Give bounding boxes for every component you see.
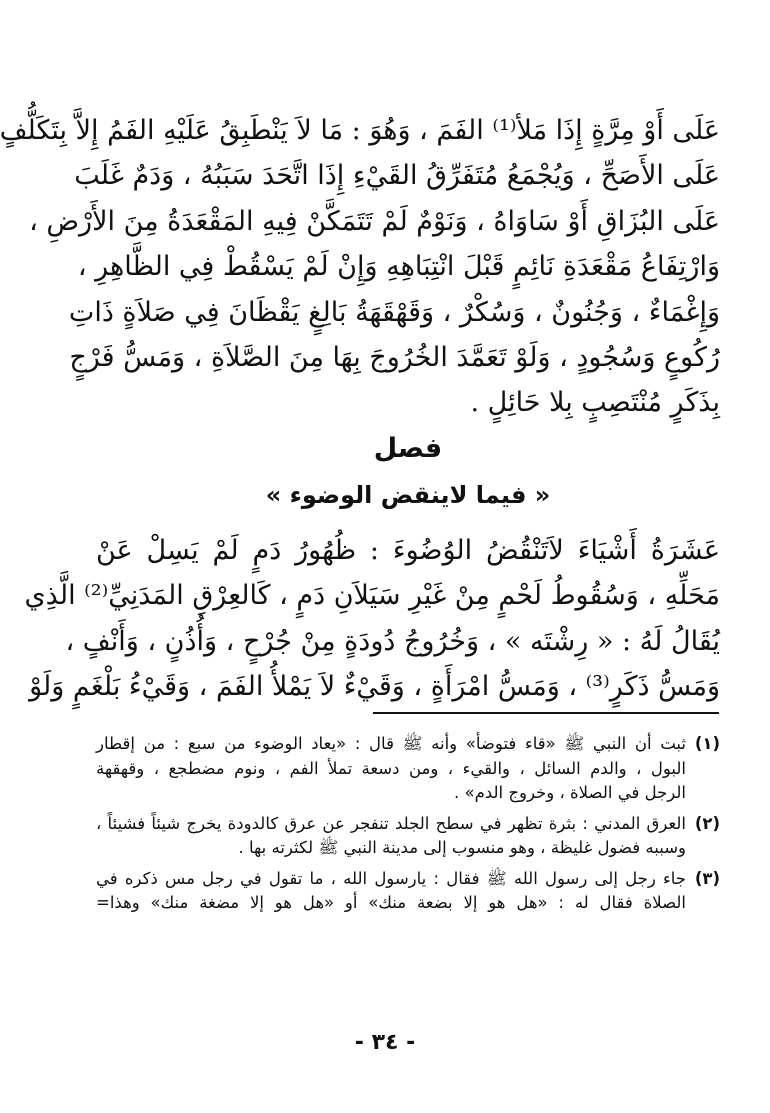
footnote-line: وسببه فضول غليظة ، وهو منسوب إلى مدينة النبي ﷺ لكثرته بها . xyxy=(238,838,686,857)
text-line: يُقَالُ لَهُ : « رِشْتَه » ، وَخُرُوجُ دُودَةٍ مِنْ جُرْحٍ ، وَأُذُنٍ ، وَأَنْفٍ ، xyxy=(65,625,720,657)
footnote-number: (١) xyxy=(694,734,720,753)
footnote-divider xyxy=(373,712,719,714)
footnote-number: (٢) xyxy=(694,813,720,833)
text-line: بِذَكَرٍ مُنْتَصِبٍ بِلا حَائِلٍ . xyxy=(470,387,720,419)
text-line: عَلَى أَوْ مِرَّةٍ إِذَا مَلأ⁽¹⁾ الفَمَ ، وَهُوَ : مَا لاَ يَنْطَبِقُ عَلَيْهِ الفَمُ إِلاَّ بِتَكَلُّفٍ xyxy=(0,115,720,146)
text-line: مَحَلِّهِ ، وَسُقُوطُ لَحْمٍ مِنْ غَيْرِ سَيَلاَنِ دَمٍ ، كَالعِرْقِ المَدَنِيِّ⁽²⁾ الَّذِي xyxy=(24,580,720,612)
footnote-line: ثبت أن النبي ﷺ «قاء فتوضأ» وأنه ﷺ قال : «يعاد الوضوء من سبع : من إقطار xyxy=(96,734,686,753)
text-line: عَلَى الأَصَحِّ ، وَيُجْمَعُ مُتَفَرِّقُ القَيْءِ إِذَا اتَّحَدَ سَبَبُهُ ، وَدَمٌ غَلَبَ xyxy=(74,160,720,192)
section-subtitle: « فيما لاينقض الوضوء » xyxy=(265,481,551,509)
footnote-text xyxy=(96,812,686,861)
footnote-line: الرجل في الصلاة ، وخروج الدم» . xyxy=(454,783,686,802)
footnote xyxy=(96,867,720,916)
text-line: عَلَى البُزَاقِ أَوْ سَاوَاهُ ، وَنَوْمٌ لَمْ تَتَمَكَّنْ فِيهِ المَقْعَدَةُ مِنَ الأَرْضِ ، xyxy=(29,205,720,237)
footnote-text xyxy=(96,732,686,806)
footnote-line: الصلاة فقال له : «هل هو إلا بضعة منك» أو «هل هو إلا مضغة منك» وهذا= xyxy=(96,893,686,912)
text-line: عَشَرَةُ أَشْيَاءَ لاَتَنْقُضُ الوُضُوءَ : ظُهُورُ دَمٍ لَمْ يَسِلْ عَنْ xyxy=(96,535,720,566)
footnote-text xyxy=(96,867,686,916)
page-number: - ٣٤ - xyxy=(354,1030,416,1055)
footnote-number: (٣) xyxy=(694,868,720,888)
footnote-line: العرق المدني : بثرة تظهر في سطح الجلد تنفجر عن عرق كالدودة يخرج شيئاً فشيئاً ، xyxy=(96,813,686,833)
footnote xyxy=(96,732,720,806)
text-line: وَمَسُّ ذَكَرٍ⁽³⁾ ، وَمَسُّ امْرَأَةٍ ، وَقَيْءٌ لاَ يَمْلأُ الفَمَ ، وَقَيْءُ بَلْغَمٍ وَلَوْ xyxy=(29,671,720,703)
text-line: رُكُوعٍ وَسُجُودٍ ، وَلَوْ تَعَمَّدَ الخُرُوجَ بِهَا مِنَ الصَّلاَةِ ، وَمَسُّ فَرْجٍ xyxy=(69,342,720,374)
text-line: وَإِغْمَاءٌ ، وَجُنُونٌ ، وَسُكْرٌ ، وَقَهْقَهَةُ بَالِغٍ يَقْظَانَ فِي صَلاَةٍ ذَاتِ xyxy=(68,296,720,328)
footnote-line: البول ، والدم السائل ، والقيء ، ومن دسعة تملأ الفم ، ونوم مضطجع ، وقهقهة xyxy=(96,758,686,778)
main-text-block xyxy=(0,108,720,426)
footnote xyxy=(96,812,720,861)
section-text-block xyxy=(24,528,720,710)
footnotes-block xyxy=(96,732,720,922)
text-line: وَارْتِفَاعُ مَقْعَدَةِ نَائِمٍ قَبْلَ انْتِبَاهِهِ وَإِنْ لَمْ يَسْقُطْ فِي الظَّاهِرِ ، xyxy=(77,251,720,283)
section-heading: فصل xyxy=(373,433,443,464)
footnote-line: جاء رجل إلى رسول الله ﷺ فقال : يارسول الله ، ما تقول في رجل مس ذكره في xyxy=(96,868,686,888)
